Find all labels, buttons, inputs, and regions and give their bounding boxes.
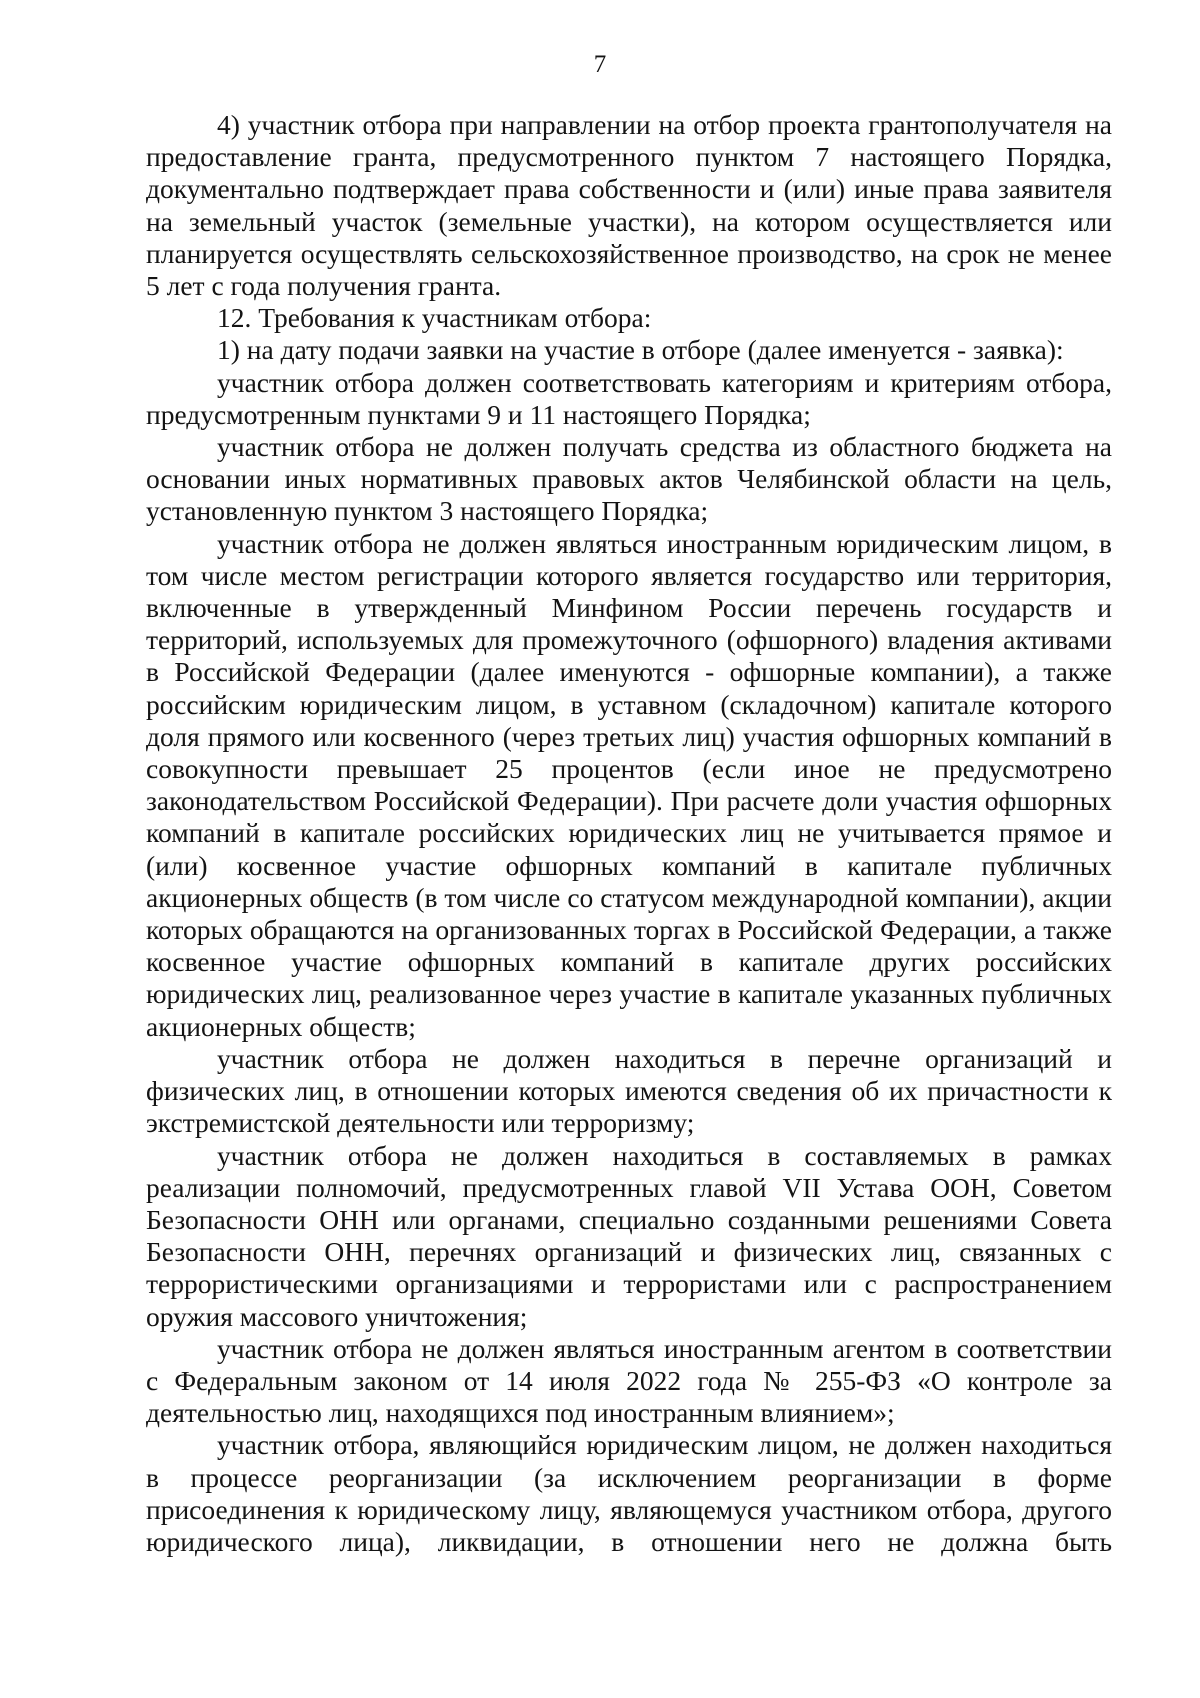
paragraph-subitem-1: 1) на дату подачи заявки на участие в отборе (далее именуется - заявка): <box>217 334 1064 366</box>
paragraph-foreign-agent: участник отбора не должен являться иностранным агентом в соответствии с Федеральным законом от 14 июля 2022 года № 255-ФЗ «О контроле за деятельностью лиц, находящихся под иностранным влиянием»; <box>146 1332 1112 1429</box>
paragraph-extremism: участник отбора не должен находиться в перечне организаций и физических лиц, в отношении которых имеются сведения об их причастности к экстремистской деятельности или терроризму; <box>146 1042 1112 1139</box>
paragraph-un-security-council: участник отбора не должен находиться в составляемых в рамках реализации полномочий, предусмотренных главой VII Устава ООН, Советом Безопасности ОНН или органами, специально созданными решениями Совета Безопасности ОНН, перечнях организаций и физических лиц, связанных с террористическими организациями и террористами или с распространением оружия массового уничтожения; <box>146 1139 1112 1332</box>
paragraph-item-4: 4) участник отбора при направлении на отбор проекта грантополучателя на предоставление гранта, предусмотренного пунктом 7 настоящего Порядка, документально подтверждает права собственности и (или) иные права заявителя на земельный участок (земельные участки), на котором осуществляется или планируется осуществлять сельскохозяйственное производство, на срок не менее 5 лет с года получения гранта. <box>146 109 1112 302</box>
paragraph-requirements-heading: 12. Требования к участникам отбора: <box>217 302 652 334</box>
page-number: 7 <box>593 51 607 78</box>
paragraph-reorganization: участник отбора, являющийся юридическим лицом, не должен находиться в процессе реорганизации (за исключением реорганизации в форме присоединения к юридическому лицу, являющемуся участником отбора, другого юридического лица), ликвидации, в отношении него не должна быть <box>146 1429 1112 1557</box>
document-body <box>146 109 1112 1558</box>
paragraph-categories: участник отбора должен соответствовать категориям и критериям отбора, предусмотренным пунктами 9 и 11 настоящего Порядка; <box>146 366 1112 430</box>
paragraph-regional-budget: участник отбора не должен получать средства из областного бюджета на основании иных нормативных правовых актов Челябинской области на цель, установленную пунктом 3 настоящего Порядка; <box>146 431 1112 527</box>
paragraph-offshore: участник отбора не должен являться иностранным юридическим лицом, в том числе местом регистрации которого является государство или территория, включенные в утвержденный Минфином России перечень государств и территорий, используемых для промежуточного (офшорного) владения активами в Российской Федерации (далее именуются - офшорные компании), а также российским юридическим лицом, в уставном (складочном) капитале которого доля прямого или косвенного (через третьих лиц) участия офшорных компаний в совокупности превышает 25 процентов (если иное не предусмотрено законодательством Российской Федерации). При расчете доли участия офшорных компаний в капитале российских юридических лиц не учитывается прямое и (или) косвенное участие офшорных компаний в капитале публичных акционерных обществ (в том числе со статусом международной компании), акции которых обращаются на организованных торгах в Российской Федерации, а также косвенное участие офшорных компаний в капитале других российских юридических лиц, реализованное через участие в капитале указанных публичных акционерных обществ; <box>146 527 1112 1042</box>
